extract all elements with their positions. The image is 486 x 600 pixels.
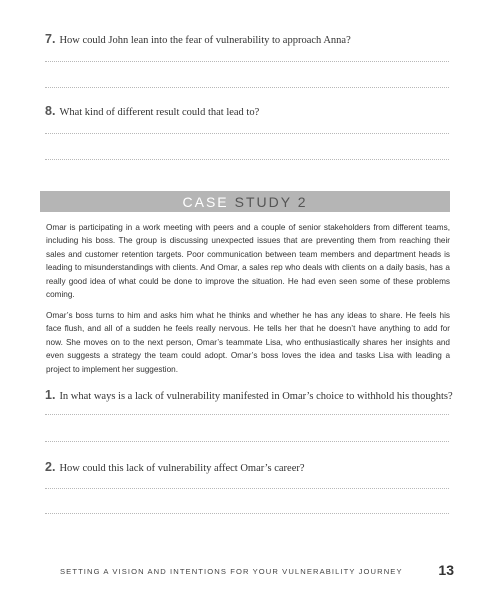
question-text: In what ways is a lack of vulnerability manifested in Omar’s choice to withhold his thoughts? [59,391,453,402]
question-text: How could John lean into the fear of vulnerability to approach Anna? [59,35,351,46]
page-number: 13 [438,562,454,578]
case-study-paragraph-1: Omar is participating in a work meeting with peers and a couple of senior stakeholders from different teams, including his boss. The group is discussing unexpected issues that are preventing them from reaching their sales and customer retention targets. Poor communication between team members and department heads is leading to misunderstandings with clients. And Omar, a sales rep who deals with clients on a daily basis, has a really good idea of what could be done to improve the situation. He had even seen some of these problems coming. [46,223,450,300]
question-8 [45,104,445,118]
answer-line[interactable] [45,159,449,160]
case-study-paragraph-2: Omar’s boss turns to him and asks him what he thinks and whether he has any ideas to share. He feels his face flush, and all of a sudden he feels really nervous. He tells her that he doesn’t have anything to add for now. She moves on to the next person, Omar’s teammate Lisa, who enthusiastically shares her insights and even suggests a strategy the team could adopt. Omar’s boss loves the idea and tasks Lisa with leading a project to implement her suggestion. [46,311,450,374]
case-study-banner [40,191,450,212]
question-2 [45,460,445,474]
question-text: How could this lack of vulnerability affect Omar’s career? [59,463,305,474]
answer-line[interactable] [45,441,449,442]
question-number: 2. [45,460,56,474]
banner-word-study: STUDY 2 [234,193,308,210]
question-number: 1. [45,388,56,402]
answer-line[interactable] [45,87,449,88]
answer-line[interactable] [45,133,449,134]
answer-line[interactable] [45,488,449,489]
question-number: 8. [45,104,56,118]
question-number: 7. [45,32,56,46]
question-7 [45,32,445,46]
question-1 [45,388,453,402]
answer-line[interactable] [45,513,449,514]
answer-line[interactable] [45,414,449,415]
answer-line[interactable] [45,61,449,62]
question-text: What kind of different result could that lead to? [59,107,260,118]
running-footer: SETTING A VISION AND INTENTIONS FOR YOUR VULNERABILITY JOURNEY [60,567,403,576]
banner-word-case: CASE [182,193,229,210]
